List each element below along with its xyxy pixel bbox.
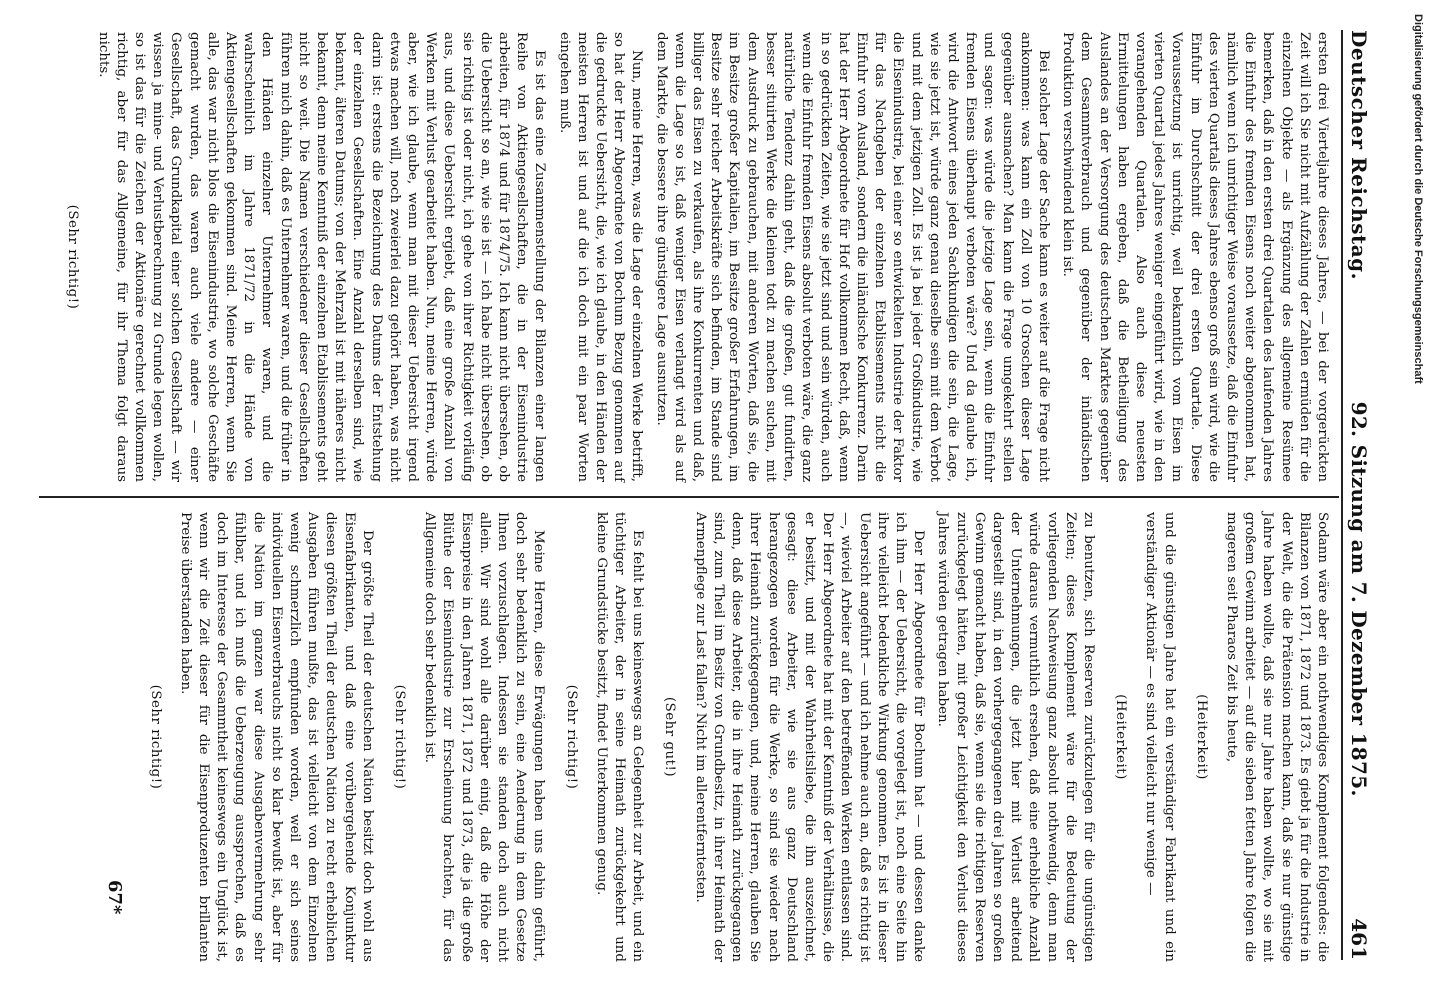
paragraph: Meine Herren, diese Erwägungen haben uns dahin geführt, doch sehr bedenklich zu sein, eine Aenderung in dem Gesetze Ihnen vorzuschlagen. Indessen sie standen doch auch nicht allein. Wir sind wohl alle darüber einig, daß die Höhe der Eisenpreise in den Jahren 1871, 1872 und 1873, die ja die große Blüthe der Eisenindustrie zur Erscheinung brachten, für das Allgemeine doch sehr bedenklich ist. (422, 512, 547, 962)
stage-direction: (Sehr richtig!) (65, 204, 81, 310)
stage-direction: (Heiterkeit) (1113, 694, 1129, 780)
right-column (131, 512, 1331, 962)
stage-direction: (Sehr richtig!) (563, 684, 579, 790)
left-column (49, 32, 1331, 482)
digitization-sidebar (1400, 14, 1428, 994)
publication-title: Deutscher Reichstag. (1347, 30, 1371, 281)
paragraph: und die günstigen Jahre hat ein verständiger Fabrikant und ein verständiger Aktionär — es sind vielleicht nur wenige — (1143, 512, 1177, 962)
column-divider (39, 496, 1339, 498)
paragraph: Nun, meine Herren, was die Lage der einzelnen Werke betrifft, so hat der Herr Abgeordnete von Bochum Bezug genommen auf die gedruckte Uebersicht, die, wie ich glaube, in den Händen der meisten Herren ist und auf die ich doch mit ein paar Worten eingehen muß. (556, 32, 645, 482)
paragraph: Sodann wäre aber ein nothwendiges Komplement folgendes: die Bilanzen von 1871, 1872 und 1873. Es giebt ja für die Industrie in der Welt, die die Prätension machen kann, daß sie nur günstige Jahre haben wollte, daß sie nur Jahre haben wollte, wo sie mit großem Gewinn arbeitet — auf die sieben fetten Jahre folgen die mageren seit Pharaos Zeit bis heute, (1223, 512, 1330, 962)
page-header (1341, 30, 1377, 960)
paragraph: Bei solcher Lage der Sache kann es weiter auf die Frage nicht ankommen: was kann ein Zoll von 10 Groschen dieser Lage gegenüber ausmachen? Man kann die Frage umgekehrt stellen und sagen: was würde die jetzige Lage sein, wenn die Einfuhr fremden Eisens überhaupt verboten wäre? Und da glaube ich, wird die Antwort eines jeden Sachkundigen die sein, die Lage, wie sie jetzt ist, würde ganz genau dieselbe sein mit dem Verbot und mit dem jetzigen Zoll. Es ist ja bei jeder Großindustrie, wie die Eisenindustrie, bei einer so entwickelten Industrie der Faktor für das Nachgeben der einzelnen Etablissements nicht die Einfuhr vom Ausland, sondern die inländische Konkurrenz. Darin hat der Herr Abgeordnete für Hof vollkommen Recht, daß, wenn in so gedrückten Zeiten, wie sie jetzt sind und sein würden, auch wenn die Einfuhr fremden Eisens absolut verboten wäre, die ganz natürliche Tendenz dahin geht, daß die großen, gut fundirten, besser situirten Werke die kleinen todt zu machen suchen, mit dem Ausdruck zu gebrauchen, mit anderen Worten, daß sie, die im Besitze großer Kapitalien, im Besitze großer Erfahrungen, im Besitze sehr reicher Arbeitskräfte sich befinden, im Stande sind billiger das Eisen zu verkaufen, als ihre Konkurrenten und daß, wenn die Lage so ist, daß weniger Eisen verlangt wird als auf dem Markte, die bessere ihre günstigere Lage ausnutzen. (653, 32, 1051, 482)
session-title: 92. Sitzung am 7. Dezember 1875. (1347, 401, 1371, 797)
signature-mark: 67* (104, 880, 125, 915)
stage-direction: (Heiterkeit) (1193, 694, 1209, 780)
stage-direction: (Sehr gut!) (662, 696, 678, 778)
stage-direction: (Sehr richtig!) (392, 684, 408, 790)
stage-direction: (Sehr richtig!) (147, 684, 163, 790)
paragraph: Es ist das eine Zusammenstellung der Bilanzen einer langen Reihe von Aktiengesellschaften, die in der Eisenindustrie arbeiten, für 1874 und für 1874/75. Ich kann nicht übersehen, ob die Uebersicht so an, wie sie ist — ich habe nicht übersehen, ob sie richtig ist oder nicht, ich gehe von ihrer Richtigkeit vorläufig aus, und diese Uebersicht ergiebt, daß eine große Anzahl von Werken mit Verlust gearbeitet haben. Nun, meine Herren, würde aber, wie ich glaube, wenn man mit dieser Uebersicht irgend etwas machen will, noch zweierlei dazu gehört haben, was nicht darin ist: erstens die Bezeichnung des Datums der Entstehung der einzelnen Gesellschaften. Eine Anzahl derselben sind, wie bekannt, älteren Datums; von der Mehrzahl ist mit näheres nicht bekannt, denn meine Kenntniß der einzelnen Etablissements geht nicht so weit. Die Namen verschiedener dieser Gesellschaften führen mich dahin, daß es Unternehmer waren, und die früher in den Händen einzelner Unternehmer waren, und die wahrscheinlich im Jahre 1871/72 in die Hände von Aktiengesellschaften gekommen sind. Meine Herren, wenn Sie alle, das war nicht blos die Eisenindustrie, wo solche Geschäfte gemacht wurden, das waren auch viele andere — einer Gesellschaft, das Grundkapital einer solchen Gesellschaft — wir wissen ja mine- und Verlustberechnung zu Grunde legen wollen, so ist das für die Zeichen der Aktionäre gerechnet vollkommen richtig, aber für das Allgemeine, für ihr Thema folgt daraus nichts. (95, 32, 548, 482)
paragraph: Es fehlt bei uns keineswegs an Gelegenheit zur Arbeit, und ein tüchtiger Arbeiter, der in seine Heimath zurückgekehrt und kleine Grundstücke besitzt, findet Unterkommen genug. (593, 512, 646, 962)
paragraph: Der größte Theil der deutschen Nation besitzt doch wohl aus Eisenfabrikanten, und daß eine vorübergehende Konjunktur diesen größten Theil der deutschen Nation zu recht erheblichen Ausgaben führen mußte, das ist vielleicht von dem Einzelnen wenig schmerzlich empfunden worden, weil er sich seines individuellen Eisenverbrauchs nicht so klar bewußt ist, aber für die Nation im ganzen war diese Ausgabenvermehrung sehr fühlbar, und ich muß die Ueberzeugung aussprechen, daß es doch im Interesse der Gesammtheit keineswegs ein Unglück ist, wenn wir die Zeit dieser für die Eisenproduzenten brillanten Preise überstanden haben. (177, 512, 375, 962)
page-number: 461 (1347, 918, 1371, 960)
paragraph: zu benutzen, sich Reserven zurückzulegen für die ungünstigen Zeiten; dieses Komplement wäre für die Bedeutung der vorliegenden Nachweisung ganz absolut nothwendig, denn man würde daraus vermuthlich ersehen, daß eine erhebliche Anzahl der Unternehmungen, die jetzt hier mit Verlust arbeitend dargestellt sind, in den vorhergegangenen drei Jahren so großen Gewinn gemacht haben, daß sie, wenn sie die richtigen Reserven zurückgelegt hätten, mit großer Leichtigkeit den Verlust dieses Jahres würden getragen haben. (935, 512, 1096, 962)
paragraph: ersten drei Vierteljahre dieses Jahres, — bei der vorgerückten Zeit will ich Sie nicht mit Aufzählung der Zahlen ermüden für die einzelnen Objekte — als Ergänzung des allgemeine Resümee bemerken, daß in den ersten drei Quartalen des laufenden Jahres die Einfuhr des fremden Eisens noch weiter abgenommen hat, nämlich wenn ich unrichtiger Weise voraussetze, daß die Einfuhr des vierten Quartals dieses Jahres ebenso groß sein wird, wie die Einfuhr im Durchschnitt der drei ersten Quartale. Diese Voraussetzung ist unrichtig, weil bekanntlich vom Eisen im vierten Quartal jedes Jahres weniger eingeführt wird, wie in den vorangehenden Quartalen. Also auch diese neuesten Ermittelungen haben ergeben, daß die Betheiligung des Auslandes an der Versorgung des deutschen Marktes gegenüber dem Gesammtverbrauch und gegenüber der inländischen Produktion verschwindend klein ist. (1060, 32, 1330, 482)
funding-notice: Digitalisierung gefördert durch die Deutsche Forschungsgemeinschaft (1412, 14, 1424, 384)
paragraph: Der Herr Abgeordnete für Bochum hat — und dessen danke ich ihm — der Uebersicht, die vorgelegt ist, noch eine Seite hin ihre vielleicht bedenkliche Wirkung genommen. Es ist in dieser Uebersicht angeführt — und ich nehme auch an, daß es richtig ist —, wieviel Arbeiter auf den betreffenden Werken entlassen sind. Der Herr Abgeordnete hat mit der Kenntniß der Verhältnisse, die er besitzt, und mit der Wahrheitsliebe, die ihn auszeichnet, gesagt: diese Arbeiter, wie sie aus ganz Deutschland herangezogen worden für die Werke, so sind sie wieder nach ihrer Heimath zurückgegangen, und, meine Herren, glauben Sie denn, daß diese Arbeiter, die in ihre Heimath zurückgegangen sind, zum Theil im Besitz von Grundbesitz, in ihrer Heimath der Armenpflege zur Last fallen? Nicht im allerentferntesten. (692, 512, 927, 962)
